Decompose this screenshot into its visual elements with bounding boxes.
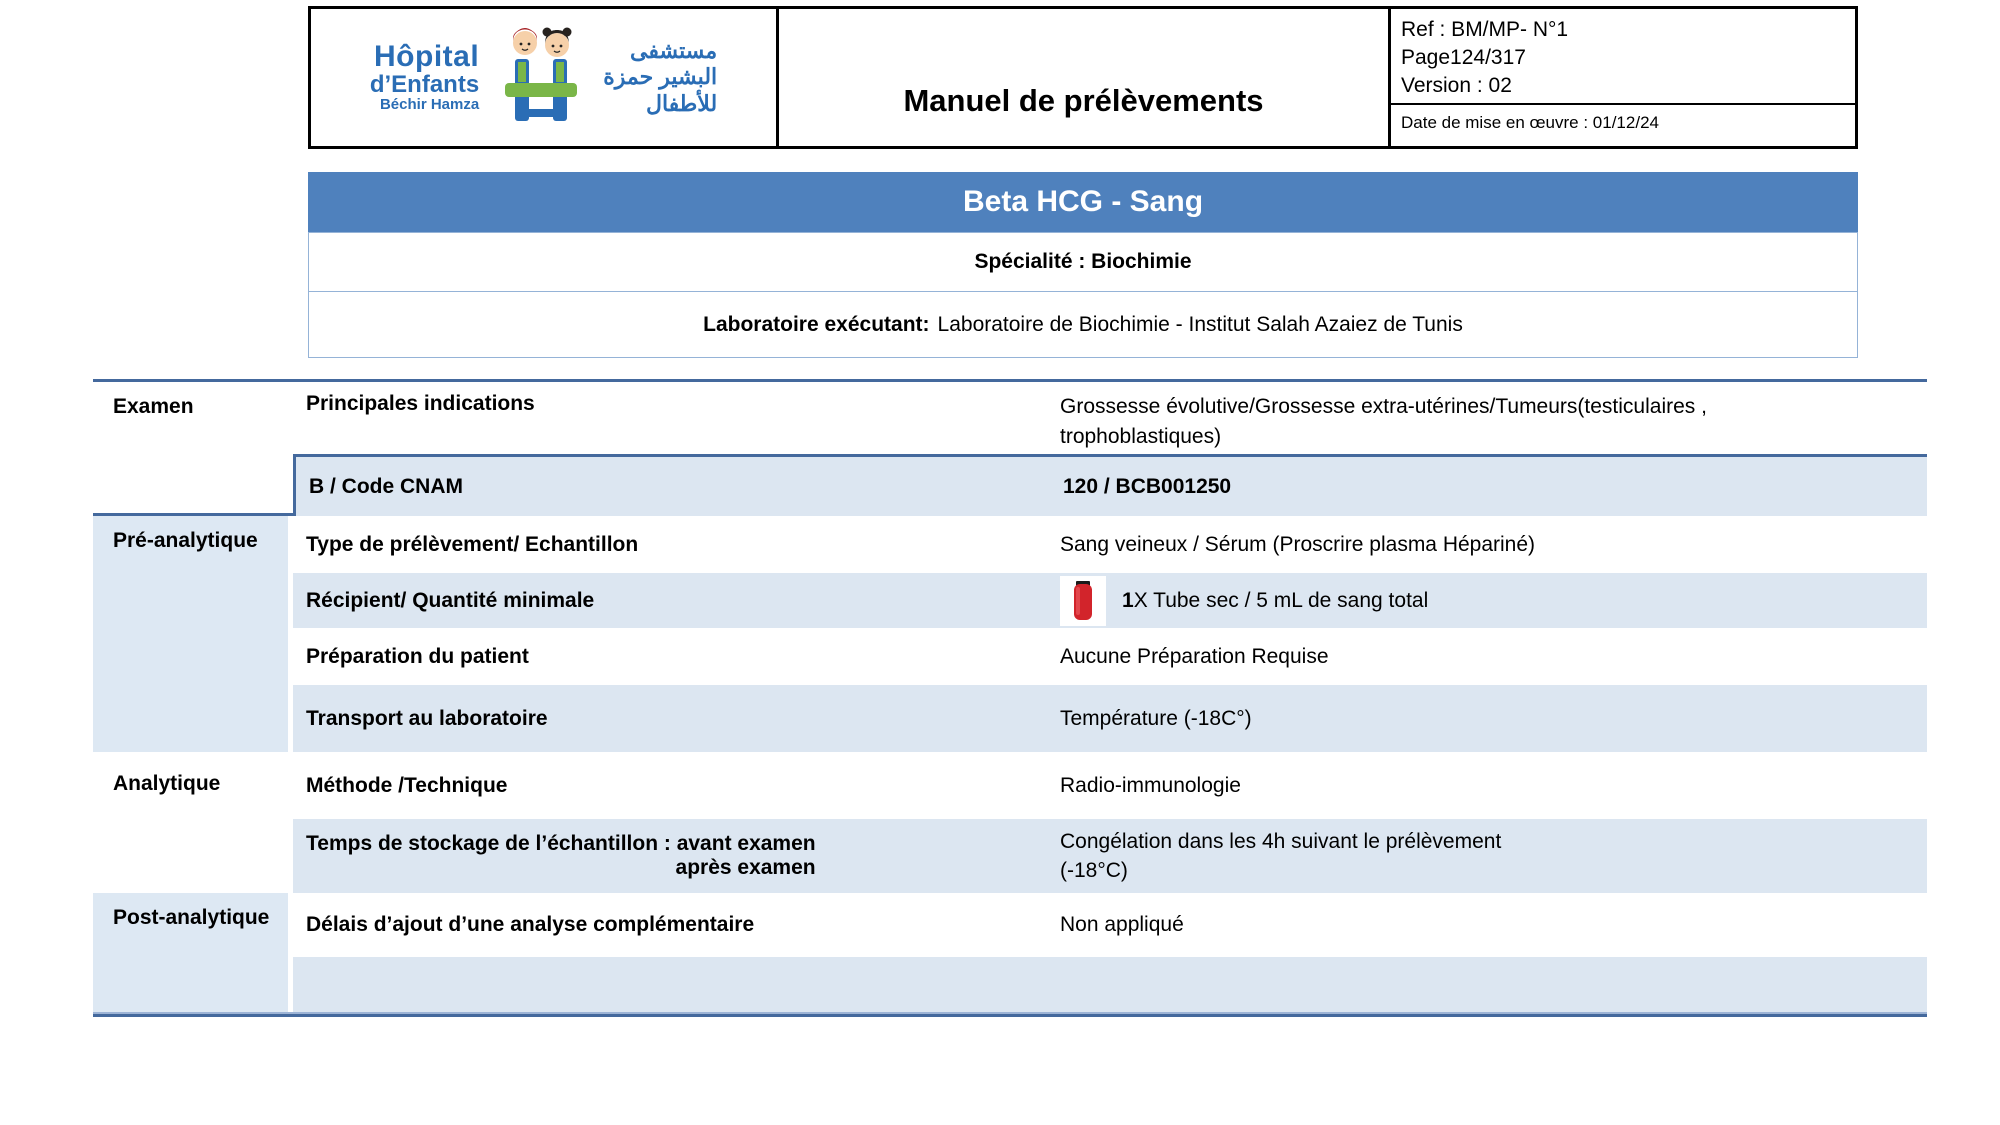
row-label-line2: après examen xyxy=(675,856,816,879)
hospital-logo-text-fr xyxy=(370,42,479,112)
row-value-line2: (-18°C) xyxy=(1060,859,1128,882)
row-value: 120 / BCB001250 xyxy=(1063,474,1232,498)
examen-section-divider xyxy=(93,513,296,516)
row-label: Méthode /Technique xyxy=(306,773,508,797)
row-value xyxy=(1060,576,1927,626)
analysis-title: Beta HCG - Sang xyxy=(962,185,1204,218)
hospital-logo xyxy=(311,9,779,146)
reference-info xyxy=(1391,9,1855,105)
logo-line1: Hôpital xyxy=(374,40,480,74)
row-label-line1: Temps de stockage de l’échantillon : avant examen xyxy=(306,832,816,855)
hospital-logo-text-ar xyxy=(603,38,717,117)
executing-lab-box xyxy=(308,291,1858,358)
tube-count: 1 xyxy=(1122,588,1134,612)
lab-value: Laboratoire de Biochimie - Institut Salah Azaiez de Tunis xyxy=(937,312,1463,336)
table-row xyxy=(293,819,1927,893)
ref-number: Ref : BM/MP- N°1 xyxy=(1401,18,1569,41)
row-value-line1: Grossesse évolutive/Grossesse extra-utérines/Tumeurs(testiculaires , xyxy=(1060,395,1707,418)
analysis-title-banner xyxy=(308,172,1858,232)
document-title-cell xyxy=(779,9,1391,146)
table-row xyxy=(293,454,1927,516)
table-bottom-border xyxy=(93,1012,1927,1017)
row-value: Radio-immunologie xyxy=(1060,773,1241,797)
section-pre-analytique: Pré-analytique xyxy=(93,516,288,752)
logo-arabic-line3: للأطفال xyxy=(645,90,718,116)
document-title: Manuel de prélèvements xyxy=(903,83,1264,118)
table-row xyxy=(293,382,1927,454)
row-label: Récipient/ Quantité minimale xyxy=(306,588,595,612)
row-value: Température (-18C°) xyxy=(1060,706,1252,730)
row-value: Sang veineux / Sérum (Proscrire plasma Hépariné) xyxy=(1060,532,1536,556)
row-value xyxy=(1060,382,1927,452)
implementation-date: Date de mise en œuvre : 01/12/24 xyxy=(1401,113,1659,132)
row-label: B / Code CNAM xyxy=(309,474,463,498)
row-label xyxy=(293,832,1060,880)
logo-arabic-line2: البشير حمزة xyxy=(603,64,718,90)
reference-block xyxy=(1391,9,1855,146)
table-row xyxy=(293,752,1927,819)
table-row xyxy=(293,516,1927,573)
section-post-analytique: Post-analytique xyxy=(93,893,288,1012)
table-row xyxy=(293,685,1927,752)
logo-arabic-line1: مستشفى xyxy=(630,37,718,63)
logo-line3: Béchir Hamza xyxy=(379,96,480,114)
row-value xyxy=(1060,827,1927,885)
section-examen: Examen xyxy=(93,382,288,513)
row-label: Délais d’ajout d’une analyse complémentaire xyxy=(306,913,755,936)
specialty-text: Spécialité : Biochimie xyxy=(974,250,1192,273)
specialty-box xyxy=(308,232,1858,292)
hospital-logo-icon xyxy=(489,25,593,130)
row-label: Principales indications xyxy=(306,392,535,415)
row-label: Type de prélèvement/ Echantillon xyxy=(306,532,639,556)
lab-label: Laboratoire exécutant: xyxy=(703,312,930,336)
row-value-line1: Congélation dans les 4h suivant le prélèvement xyxy=(1060,830,1502,853)
section-analytique: Analytique xyxy=(93,752,288,893)
header xyxy=(308,6,1858,149)
table-row xyxy=(293,628,1927,685)
table-row xyxy=(293,893,1927,957)
table-row-empty xyxy=(293,957,1927,1012)
row-value: Non appliqué xyxy=(1060,913,1184,936)
version-number: Version : 02 xyxy=(1401,74,1512,97)
row-value: Aucune Préparation Requise xyxy=(1060,644,1329,668)
row-label: Préparation du patient xyxy=(306,644,529,668)
row-label: Transport au laboratoire xyxy=(306,706,548,730)
page-number: Page124/317 xyxy=(1401,46,1526,69)
logo-line2: d’Enfants xyxy=(369,70,480,98)
blood-tube-icon xyxy=(1060,576,1106,626)
table-row xyxy=(293,573,1927,628)
tube-description: X Tube sec / 5 mL de sang total xyxy=(1133,588,1429,612)
row-value-line2: trophoblastiques) xyxy=(1060,425,1222,448)
